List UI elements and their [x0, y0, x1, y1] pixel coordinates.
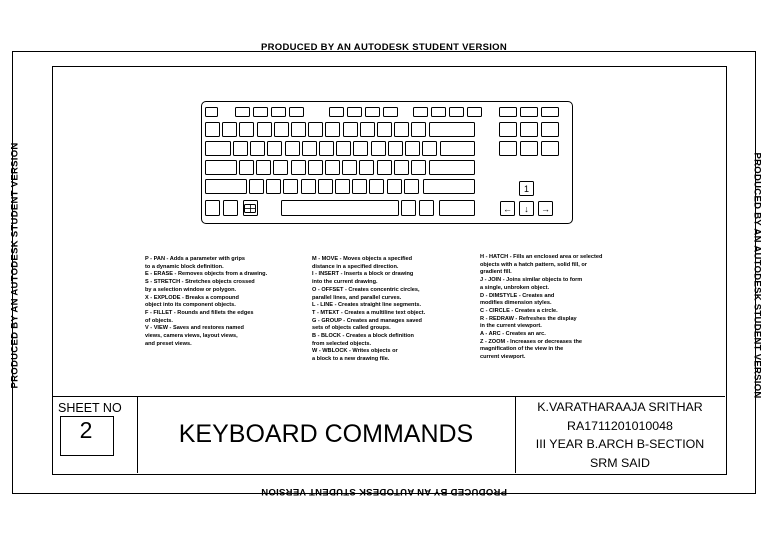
keyboard-key	[342, 160, 357, 175]
commands-column-1: P - PAN - Adds a parameter with grips to a dynamic block definition. E - ERASE - Removes objects from a drawing. S - STRETCH - Stretches objects crossed by a selection window or polygon. X - EXPLODE - Breaks a compound object into its component objects. F - FILLET - Rounds and fillets the edges of objects. V - VIEW - Saves and restores named views, camera views, layout views, and preset views.	[145, 256, 268, 347]
commands-column-3: H - HATCH - Fills an enclosed area or selected objects with a hatch pattern, solid fill, or gradient fill. J - JOIN - Joins similar objects to form a single, unbroken object. D - DIMSTYLE - Creates and modifies dimension styles. C - CIRCLE - Creates a circle. R - REDRAW - Refreshes the display in the current viewport. A - ARC - Creates an arc. Z - ZOOM - Increases or decreases the magnification of the view in the current viewport.	[480, 254, 603, 361]
keyboard-key	[520, 107, 538, 117]
watermark-left: PRODUCED BY AN AUTODESK STUDENT VERSION	[9, 142, 21, 389]
keyboard-key	[388, 141, 403, 156]
keyboard-key	[440, 141, 475, 156]
keyboard-key	[377, 122, 392, 137]
keyboard-key	[273, 160, 288, 175]
keyboard-key	[205, 179, 247, 194]
keyboard-key	[541, 107, 559, 117]
keyboard-key	[394, 160, 409, 175]
keyboard-key	[365, 107, 380, 117]
keyboard-key	[291, 160, 306, 175]
keyboard-key	[335, 179, 350, 194]
sheet-label: SHEET NO	[58, 401, 122, 415]
keyboard-key	[285, 141, 300, 156]
keyboard-key	[267, 141, 282, 156]
keyboard-key	[266, 179, 281, 194]
drawing-title: KEYBOARD COMMANDS	[178, 420, 474, 448]
keyboard-key	[371, 141, 386, 156]
keyboard-key	[429, 160, 475, 175]
keyboard-key	[205, 200, 220, 216]
keyboard-key	[422, 141, 437, 156]
keyboard-key	[449, 107, 464, 117]
keyboard-key	[413, 107, 428, 117]
title-cell	[137, 396, 516, 473]
keyboard-key	[325, 122, 340, 137]
keyboard-key	[404, 179, 419, 194]
keyboard-key	[302, 141, 317, 156]
keyboard-key	[405, 141, 420, 156]
watermark-right: PRODUCED BY AN AUTODESK STUDENT VERSION	[751, 152, 763, 399]
keyboard-key	[411, 160, 426, 175]
keyboard-key	[360, 122, 375, 137]
keyboard-key	[222, 122, 237, 137]
keyboard-key	[205, 160, 237, 175]
keyboard-key	[205, 141, 231, 156]
keyboard-key	[257, 122, 272, 137]
keyboard-key	[329, 107, 344, 117]
keyboard-key	[377, 160, 392, 175]
institution: SRM SAID	[590, 455, 650, 470]
watermark-top: PRODUCED BY AN AUTODESK STUDENT VERSION	[260, 42, 508, 53]
commands-column-2: M - MOVE - Moves objects a specified distance in a specified direction. I - INSERT - Inserts a block or drawing into the current drawing. O - OFFSET - Creates concentric circles, parallel lines, and parallel curves. L - LINE - Creates straight line segments. T - MTEXT - Creates a multiline text object. G - GROUP - Creates and manages saved sets of objects called groups. B - BLOCK - Creates a block definition from selected objects. W - WBLOCK - Writes objects or a block to a new drawing file.	[312, 256, 426, 363]
keyboard-key	[253, 107, 268, 117]
keyboard-key	[250, 141, 265, 156]
keyboard-key	[359, 160, 374, 175]
keyboard-key	[249, 179, 264, 194]
author-name: K.VARATHARAAJA SRITHAR	[537, 400, 703, 414]
keyboard-key	[283, 179, 298, 194]
keyboard-key	[520, 141, 538, 156]
keyboard-key	[233, 141, 248, 156]
keyboard-key	[343, 122, 358, 137]
keyboard-key	[411, 122, 426, 137]
arrow-right-key: →	[538, 201, 553, 216]
keyboard-key	[291, 122, 306, 137]
keyboard-key	[223, 200, 238, 216]
keyboard-key	[205, 122, 220, 137]
arrow-down-key: ↓	[519, 201, 534, 216]
keyboard-key	[281, 200, 399, 216]
register-number: RA1711201010048	[567, 418, 673, 433]
keyboard-key	[205, 107, 218, 117]
keyboard-key	[387, 179, 402, 194]
keyboard-key	[319, 141, 334, 156]
keyboard-key	[271, 107, 286, 117]
keyboard-key	[239, 160, 254, 175]
arrow-left-key: ←	[500, 201, 515, 216]
keyboard-key	[325, 160, 340, 175]
arrow-up-key: 1	[519, 181, 534, 196]
keyboard-key	[369, 179, 384, 194]
keyboard-key	[520, 122, 538, 137]
keyboard-key	[274, 122, 289, 137]
keyboard-key	[401, 200, 416, 216]
keyboard-key	[336, 141, 351, 156]
keyboard-key	[383, 107, 398, 117]
keyboard-key	[352, 179, 367, 194]
keyboard-key	[256, 160, 271, 175]
keyboard-key	[541, 122, 559, 137]
keyboard-key	[308, 122, 323, 137]
keyboard-key	[419, 200, 434, 216]
year-section: III YEAR B.ARCH B-SECTION	[535, 437, 705, 451]
keyboard-key	[318, 179, 333, 194]
watermark-bottom: PRODUCED BY AN AUTODESK STUDENT VERSION	[260, 486, 508, 497]
keyboard-key	[541, 141, 559, 156]
keyboard-key	[353, 141, 368, 156]
windows-key-icon	[244, 204, 256, 213]
keyboard-key	[467, 107, 482, 117]
keyboard-key	[239, 122, 254, 137]
keyboard-key	[289, 107, 304, 117]
keyboard-key	[235, 107, 250, 117]
keyboard-key	[499, 122, 517, 137]
keyboard-key	[429, 122, 475, 137]
keyboard-key	[347, 107, 362, 117]
keyboard-key	[394, 122, 409, 137]
keyboard-drawing	[201, 101, 571, 222]
keyboard-key	[301, 179, 316, 194]
keyboard-key	[423, 179, 475, 194]
keyboard-key	[499, 107, 517, 117]
keyboard-key	[308, 160, 323, 175]
sheet-cell	[53, 396, 138, 473]
keyboard-key	[431, 107, 446, 117]
keyboard-key	[499, 141, 517, 156]
sheet-number: 2	[79, 417, 93, 443]
author-info	[515, 398, 725, 472]
keyboard-key	[439, 200, 475, 216]
